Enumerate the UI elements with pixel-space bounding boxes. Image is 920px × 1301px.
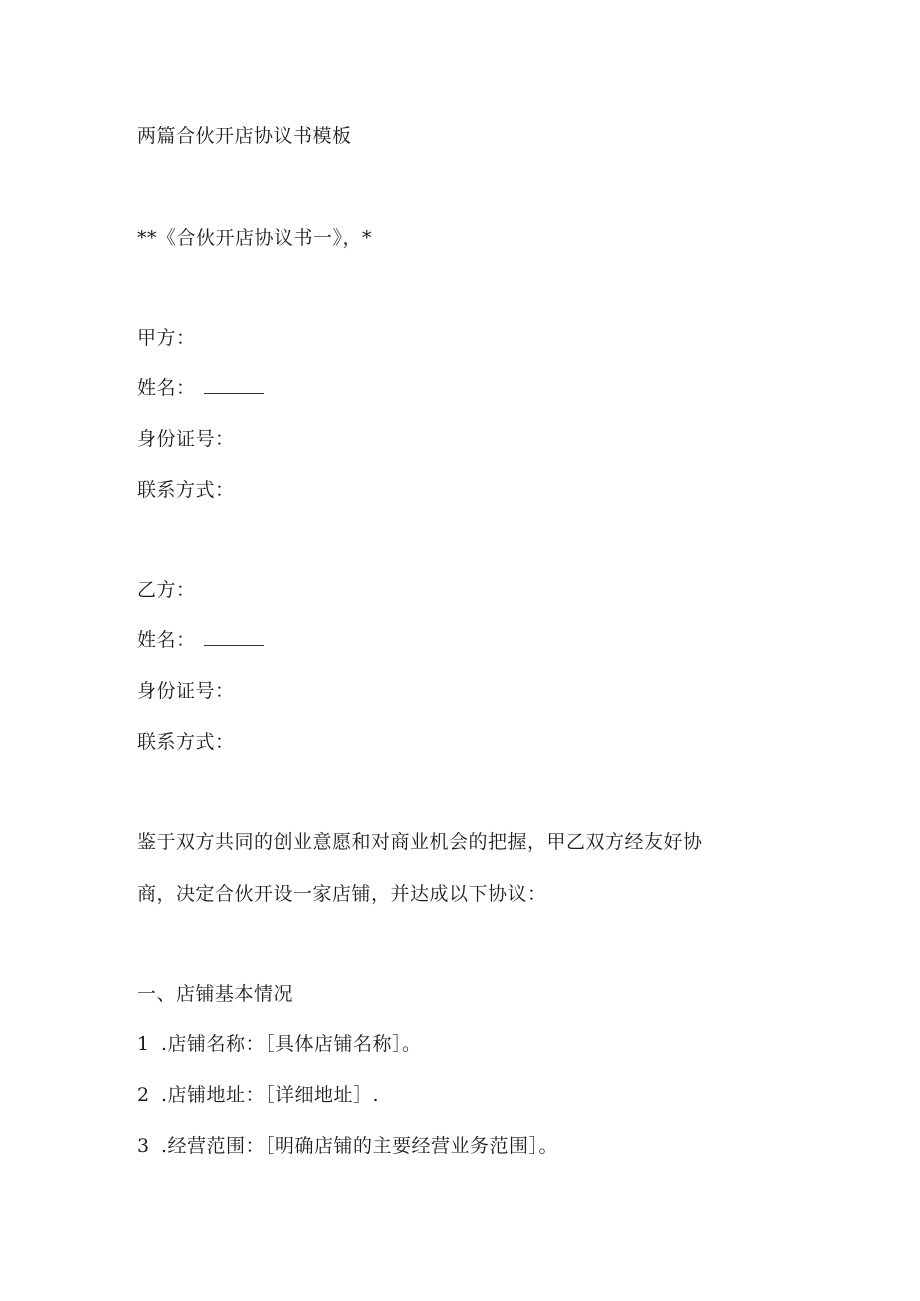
party-a-name-row <box>137 376 264 400</box>
section-1-item-2 <box>137 1083 379 1107</box>
party-b-id-label: 身份证号： <box>137 680 235 702</box>
item-text: .店铺名称：［具体店铺名称］。 <box>161 1033 422 1055</box>
party-b-heading: 乙方： <box>137 579 196 601</box>
item-number: 1 <box>137 1033 150 1055</box>
section-1-heading: 一、店铺基本情况 <box>137 983 294 1005</box>
item-number: 3 <box>137 1135 150 1157</box>
item-text: .店铺地址：［详细地址］. <box>161 1084 380 1106</box>
party-b-name-row <box>137 628 264 652</box>
item-number: 2 <box>137 1084 150 1106</box>
party-a-contact-label: 联系方式： <box>137 479 235 501</box>
document-title: 两篇合伙开店协议书模板 <box>137 125 352 147</box>
agreement-subtitle: **《合伙开店协议书一》，* <box>137 227 373 249</box>
party-b-name-blank <box>204 631 264 646</box>
party-b-name-label: 姓名： <box>137 629 196 651</box>
party-b-contact-label: 联系方式： <box>137 731 235 753</box>
section-1-item-3 <box>137 1134 558 1158</box>
party-a-id-label: 身份证号： <box>137 428 235 450</box>
party-a-name-label: 姓名： <box>137 377 196 399</box>
preamble-line-1: 鉴于双方共同的创业意愿和对商业机会的把握，甲乙双方经友好协 <box>137 831 703 853</box>
party-a-heading: 甲方： <box>137 327 196 349</box>
section-1-item-1 <box>137 1032 422 1056</box>
item-text: .经营范围：［明确店铺的主要经营业务范围］。 <box>161 1135 559 1157</box>
party-a-name-blank <box>204 379 264 394</box>
preamble-line-2: 商，决定合伙开设一家店铺，并达成以下协议： <box>137 883 547 905</box>
